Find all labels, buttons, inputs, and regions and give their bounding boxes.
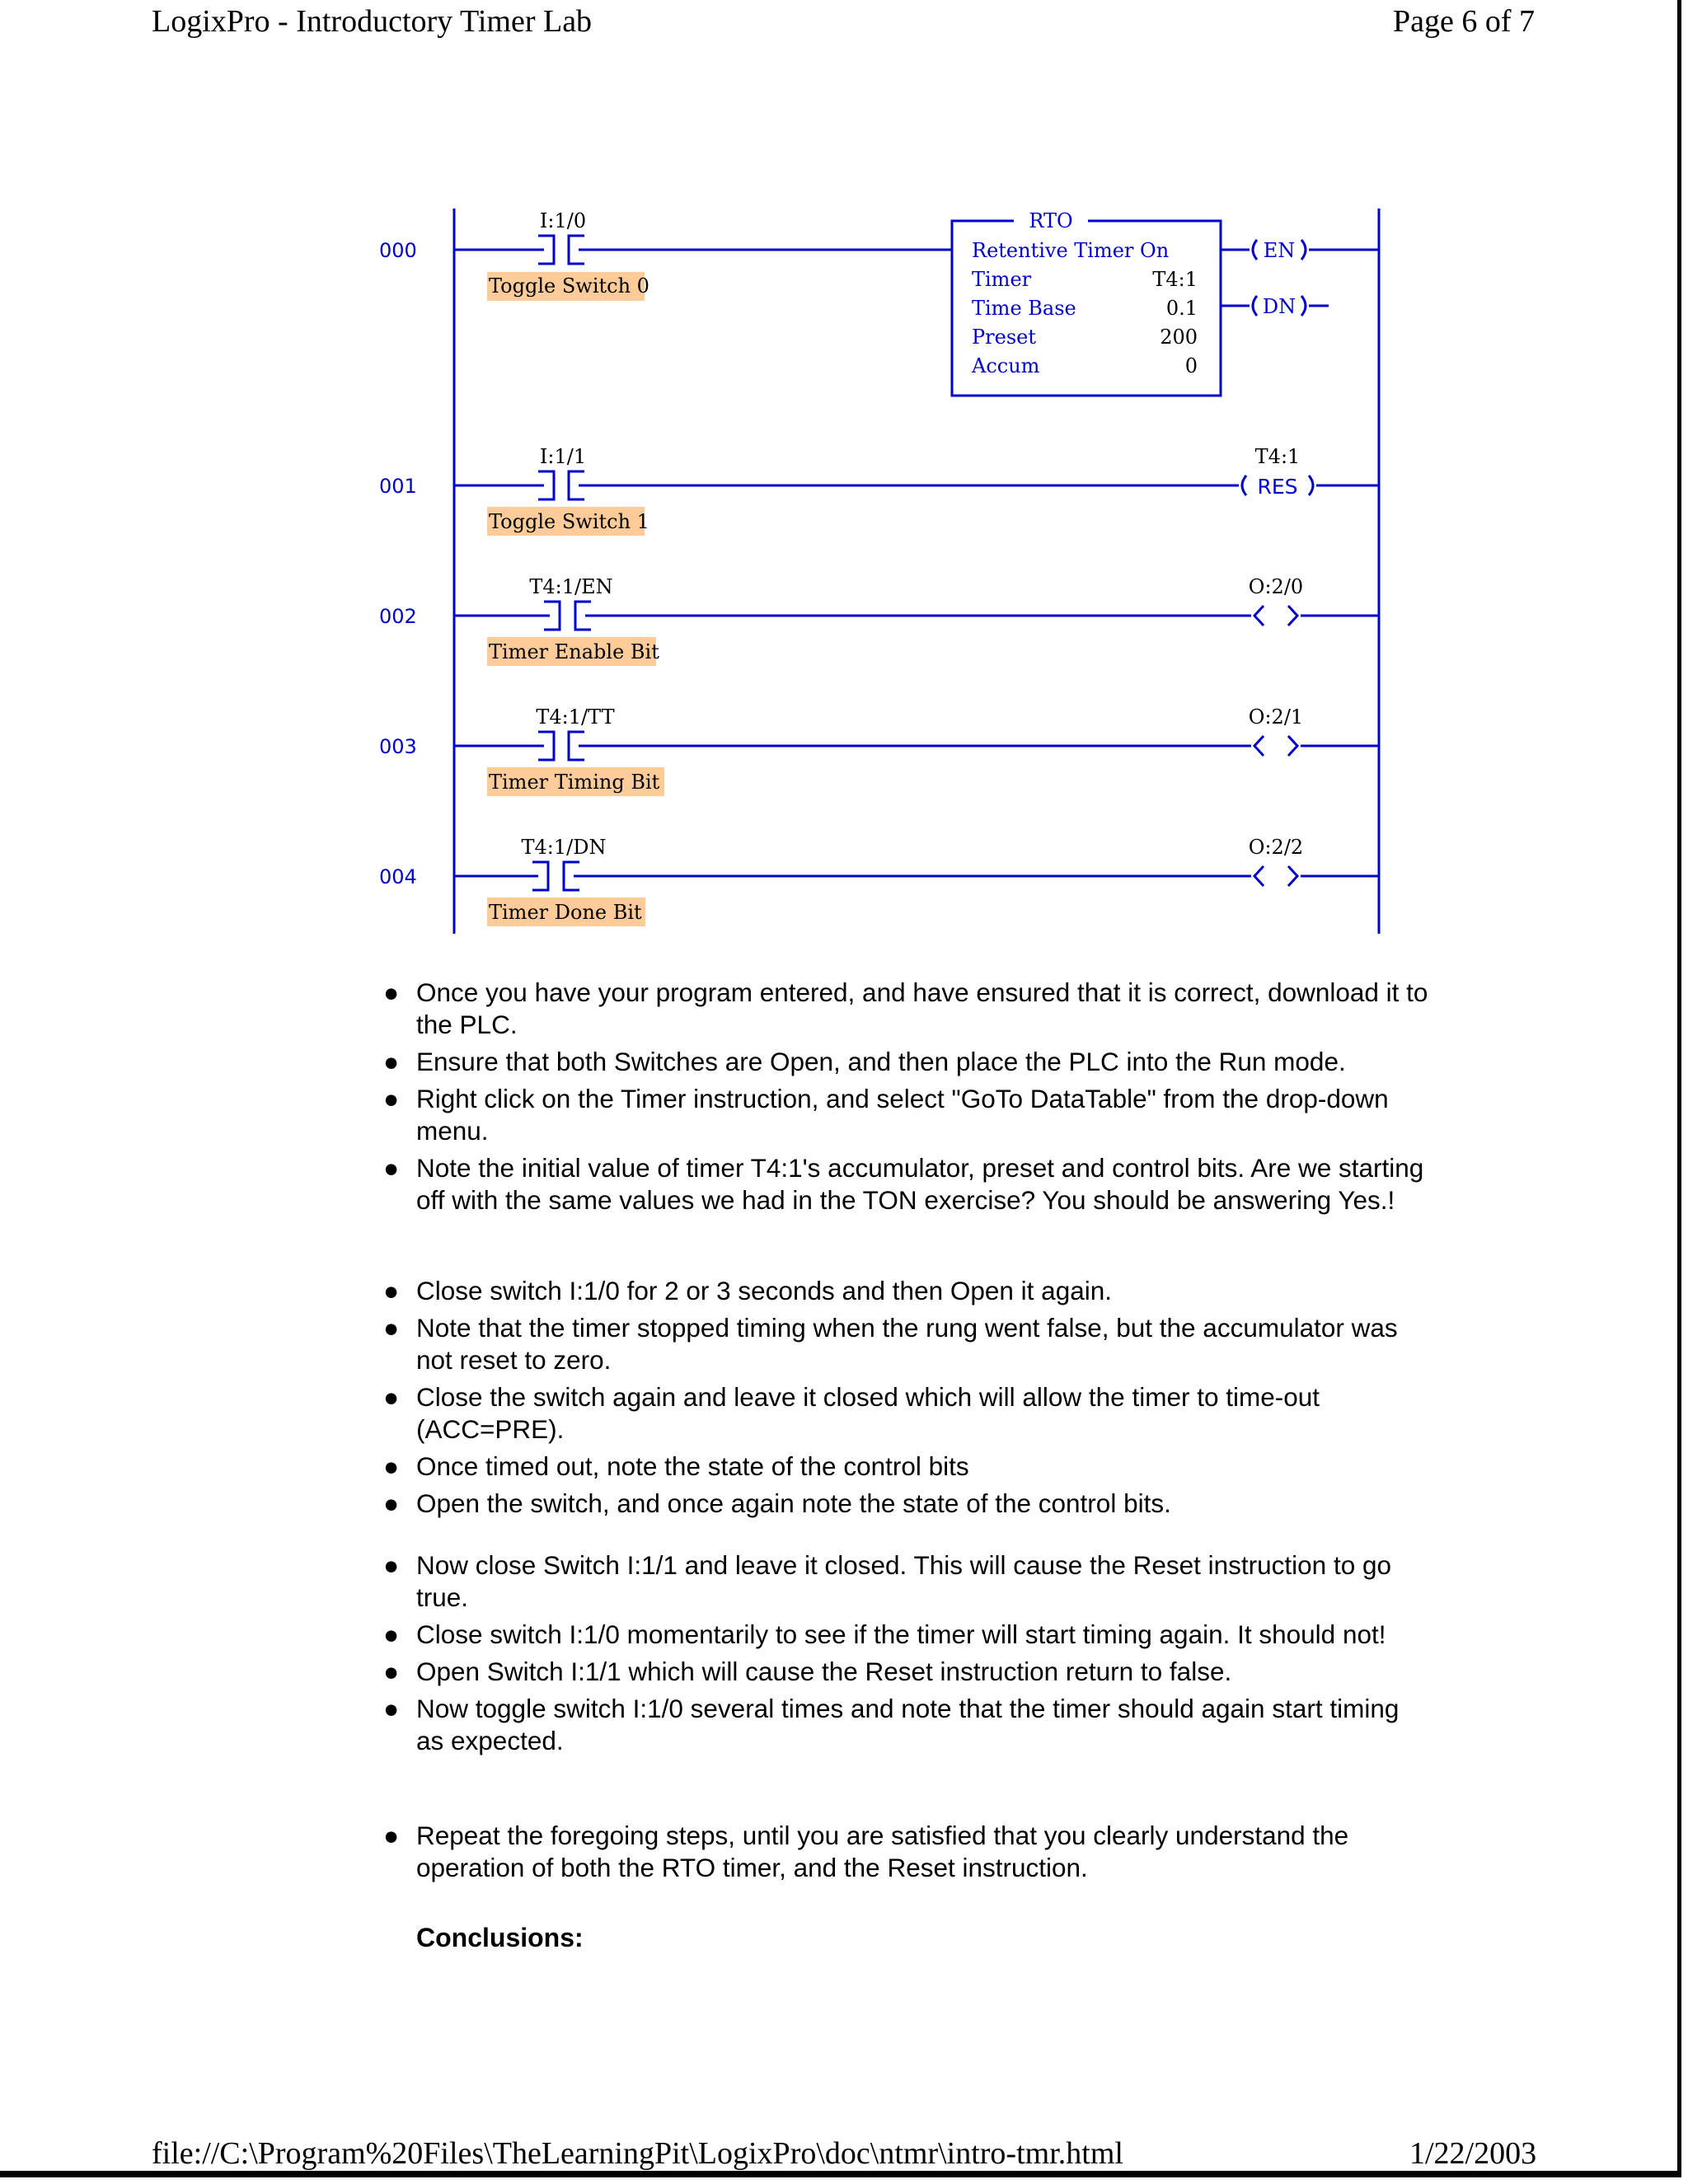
rto-label-timebase: Time Base xyxy=(972,297,1076,320)
contact-xic[interactable] xyxy=(538,471,584,499)
instruction-list-timing xyxy=(383,1275,1430,1525)
footer-file-path: file://C:\Program%20Files\TheLearningPit\LogixPro\doc\ntmr\intro-tmr.html xyxy=(152,2136,1123,2171)
list-item: ● Open Switch I:1/1 which will cause the Reset instruction return to false. xyxy=(383,1657,1232,1686)
bullet-icon: ● xyxy=(383,1821,400,1850)
output-address: O:2/1 xyxy=(1248,705,1304,729)
contact-xic[interactable] xyxy=(538,236,584,264)
output-address: O:2/2 xyxy=(1248,836,1304,859)
instruction-list-setup xyxy=(383,977,1430,1221)
rung-number: 002 xyxy=(379,605,417,628)
rto-value-accum: 0 xyxy=(1184,354,1198,377)
list-item: ● Close switch I:1/0 for 2 or 3 seconds and then Open it again. xyxy=(383,1276,1112,1305)
dn-coil[interactable] xyxy=(1253,295,1306,318)
contact-address: I:1/1 xyxy=(539,445,587,468)
rung-002 xyxy=(379,575,1379,666)
contact-address: T4:1/EN xyxy=(529,575,613,598)
rto-value-preset: 200 xyxy=(1160,326,1198,349)
contact-description: Timer Done Bit xyxy=(489,901,642,924)
footer-date: 1/22/2003 xyxy=(1409,2136,1537,2171)
bullet-icon: ● xyxy=(383,1276,400,1305)
contact-xic[interactable] xyxy=(532,862,579,890)
output-address: T4:1 xyxy=(1254,445,1301,468)
conclusions-heading: Conclusions: xyxy=(416,1923,584,1952)
list-item: ● Once you have your program entered, and have ensured that it is correct, download it to the PLC. xyxy=(383,977,1428,1039)
list-item: ● Now toggle switch I:1/0 several times and note that the timer should again start timing as expected. xyxy=(383,1694,1400,1755)
bullet-icon: ● xyxy=(383,1657,400,1686)
output-coil[interactable] xyxy=(1254,736,1297,756)
list-item: ● Ensure that both Switches are Open, and then place the PLC into the Run mode. xyxy=(383,1047,1346,1076)
rto-instruction[interactable] xyxy=(952,209,1221,396)
rto-label-preset: Preset xyxy=(972,326,1036,349)
rung-number: 000 xyxy=(379,239,417,262)
contact-address: T4:1/TT xyxy=(536,705,615,729)
bullet-icon: ● xyxy=(383,1694,400,1723)
res-instruction[interactable] xyxy=(1242,475,1313,499)
list-item: ● Open the switch, and once again note the state of the control bits. xyxy=(383,1488,1171,1518)
contact-address: I:1/0 xyxy=(539,209,587,232)
output-address: O:2/0 xyxy=(1248,575,1304,598)
res-label: RES xyxy=(1257,475,1298,499)
header-title: LogixPro - Introductory Timer Lab xyxy=(152,4,593,39)
header-page-number: Page 6 of 7 xyxy=(1393,4,1536,39)
list-item: ● Close switch I:1/0 momentarily to see if the timer will start timing again. It should not! xyxy=(383,1619,1386,1649)
output-coil[interactable] xyxy=(1254,606,1297,626)
rung-number: 001 xyxy=(379,475,417,498)
contact-description: Timer Timing Bit xyxy=(489,771,660,794)
list-item: ● Now close Switch I:1/1 and leave it closed. This will cause the Reset instruction to go true. xyxy=(383,1550,1392,1612)
contact-description: Timer Enable Bit xyxy=(489,640,659,663)
contact-description: Toggle Switch 1 xyxy=(489,510,649,533)
rung-number: 004 xyxy=(379,865,417,888)
rto-label-timer: Timer xyxy=(972,268,1032,291)
rto-value-timebase: 0.1 xyxy=(1165,297,1198,320)
contact-address: T4:1/DN xyxy=(521,836,607,859)
bullet-icon: ● xyxy=(383,1619,400,1649)
list-item: ● Repeat the foregoing steps, until you are satisfied that you clearly understand the operation of both the RTO timer, and the Reset instruction. xyxy=(383,1821,1349,1882)
list-item: ● Close the switch again and leave it closed which will allow the timer to time-out (ACC=PRE). xyxy=(383,1382,1320,1444)
rung-001 xyxy=(379,445,1379,536)
contact-xic[interactable] xyxy=(538,732,584,760)
rto-title: RTO xyxy=(1029,209,1073,232)
bullet-icon: ● xyxy=(383,1382,400,1412)
bullet-icon: ● xyxy=(383,1047,400,1076)
bullet-icon: ● xyxy=(383,977,400,1007)
bullet-icon: ● xyxy=(383,1084,400,1113)
bullet-icon: ● xyxy=(383,1488,400,1518)
list-item: ● Note that the timer stopped timing when the rung went false, but the accumulator was not reset to zero. xyxy=(383,1313,1398,1375)
contact-description: Toggle Switch 0 xyxy=(489,274,649,298)
contact-xic[interactable] xyxy=(544,602,591,630)
instruction-list-repeat xyxy=(383,1820,1430,1889)
bullet-icon: ● xyxy=(383,1153,400,1183)
rto-label-accum: Accum xyxy=(972,354,1040,377)
bullet-icon: ● xyxy=(383,1451,400,1481)
rung-000 xyxy=(379,209,1379,396)
en-coil-label: EN xyxy=(1263,239,1296,262)
rung-003 xyxy=(379,705,1379,796)
list-item: ● Note the initial value of timer T4:1's accumulator, preset and control bits. Are we starting off with the same values we had in the TON exercise? You should be answering Yes.! xyxy=(383,1153,1424,1215)
rto-value-timer: T4:1 xyxy=(1152,268,1198,291)
bullet-icon: ● xyxy=(383,1550,400,1580)
dn-coil-label: DN xyxy=(1262,295,1296,318)
rung-number: 003 xyxy=(379,735,417,758)
list-item: ● Once timed out, note the state of the control bits xyxy=(383,1451,969,1481)
ladder-diagram xyxy=(363,202,1401,935)
bullet-icon: ● xyxy=(383,1313,400,1343)
rung-004 xyxy=(379,836,1379,926)
list-item: ● Right click on the Timer instruction, and select "GoTo DataTable" from the drop-down menu. xyxy=(383,1084,1389,1146)
instruction-list-reset xyxy=(383,1549,1430,1762)
en-coil[interactable] xyxy=(1253,239,1306,262)
rto-name: Retentive Timer On xyxy=(972,239,1170,262)
output-coil[interactable] xyxy=(1254,866,1297,886)
